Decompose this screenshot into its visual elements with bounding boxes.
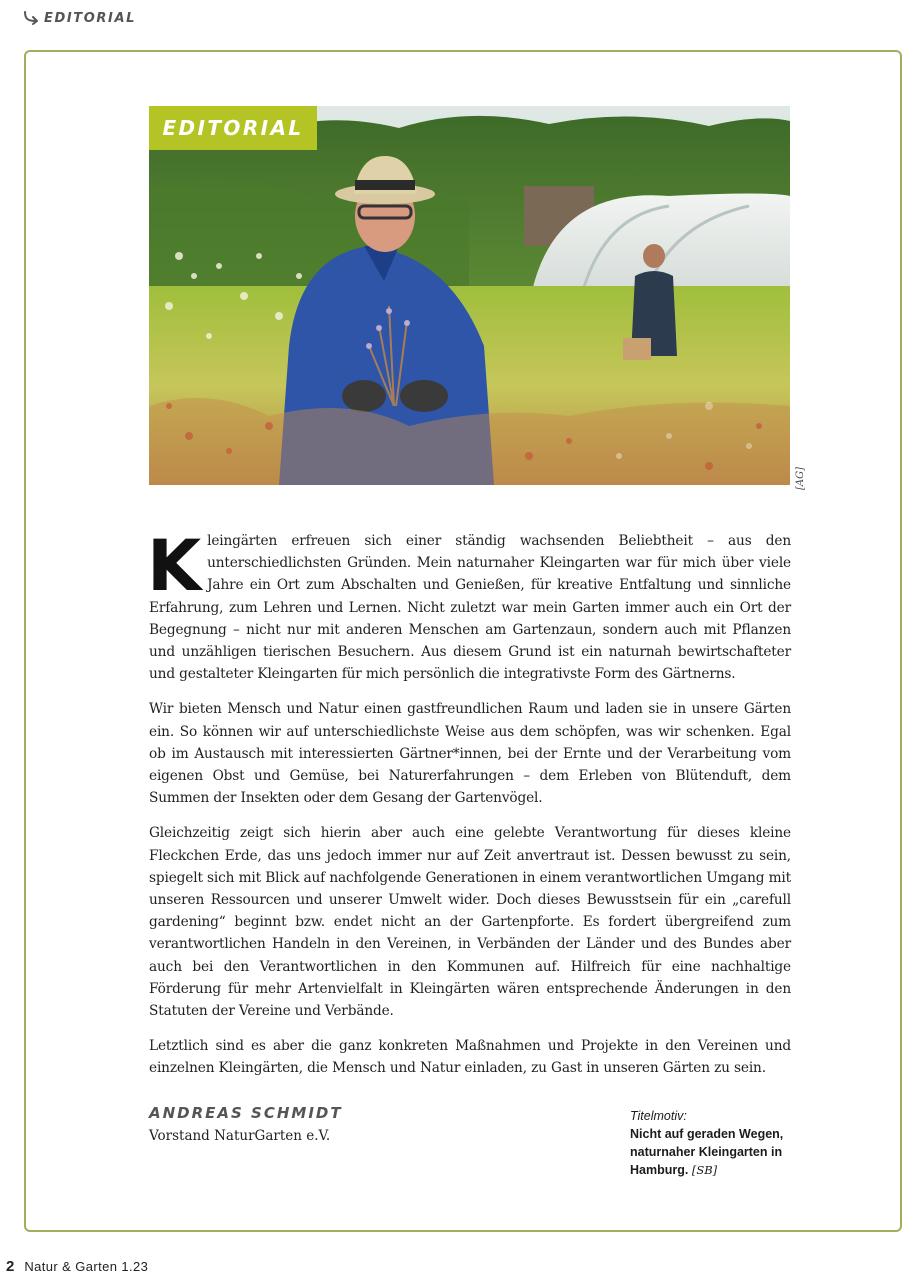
editorial-ribbon: EDITORIAL — [149, 106, 317, 150]
page-number: 2 — [6, 1258, 15, 1275]
article-body — [147, 525, 791, 1093]
author-role: Vorstand NaturGarten e.V. — [149, 1128, 331, 1144]
caption-credit: [SB] — [691, 1163, 718, 1177]
author-name: ANDREAS SCHMIDT — [149, 1104, 343, 1122]
caption-text: Nicht auf geraden Wegen, naturnaher Kleingarten in Hamburg. — [630, 1127, 784, 1177]
paragraph-1-text: leingärten erfreuen sich einer ständig wachsenden Beliebtheit – aus den unterschiedlichsten Gründen. Mein naturnaher Kleingarten war für mich über viele Jahre ein Ort zum Abschalten und Genießen, für kreative Entfaltung und sinnliche Erfahrung, zum Lehren und Lernen. Nicht zuletzt war mein Garten immer auch ein Ort der Begegnung – nicht nur mit anderen Menschen am Gartenzaun, sondern auch mit Pflanzen und unzähligen tierischen Besuchern. Aus diesem Grund ist ein naturnah bewirtschafteter und gestalteter Kleingarten für mich persönlich die integrativste Form des Gärtnerns. — [149, 533, 791, 683]
running-head — [22, 10, 136, 26]
running-head-label: EDITORIAL — [44, 10, 137, 26]
issue-label: Natur & Garten 1.23 — [24, 1259, 149, 1274]
page-footer — [6, 1258, 148, 1275]
photo-credit — [795, 466, 818, 501]
paragraph-1 — [147, 525, 791, 685]
photo-credit-text: [AG] — [795, 466, 806, 490]
arrow-icon — [22, 10, 40, 26]
editorial-photo — [149, 106, 790, 485]
paragraph-2: Wir bieten Mensch und Natur einen gastfreundlichen Raum und laden sie in unsere Gärten ein. So können wir auf unterschiedlichste Weise aus dem schöpfen, was wir schenken. Egal ob im Austausch mit interessierten Gärtner*innen, bei der Ernte und der Verarbeitung vom eigenen Obst und Gemüse, bei Naturerfahrungen – dem Erleben von Blütenduft, dem Summen der Insekten oder dem Gesang der Gartenvögel. — [149, 701, 791, 807]
drop-cap: K — [147, 525, 202, 607]
paragraph-3: Gleichzeitig zeigt sich hierin aber auch eine gelebte Verantwortung für dieses kleine Fleckchen Erde, das uns jedoch immer nur auf Zeit anvertraut ist. Dessen bewusst zu sein, spiegelt sich mit Blick auf nachfolgende Generationen in einem verantwortlichen Umgang mit unseren Ressourcen und unserer Umwelt wider. Doch dieses Bewusstsein für ein „carefull gardening“ beginnt bzw. endet nicht an der Gartenpforte. Es fordert übergreifend zum verantwortlichen Handeln in den Vereinen, in Verbänden der Länder und des Bundes aber auch bei den Verantwortlichen in den Kommunen auf. Hilfreich für eine nachhaltige Förderung für mehr Artenvielfalt in Kleingärten wären entsprechende Änderungen in den Statuten der Vereine und Verbände. — [149, 825, 791, 1020]
cover-caption — [630, 1107, 800, 1179]
caption-label: Titelmotiv: — [630, 1109, 687, 1123]
paragraph-4: Letztlich sind es aber die ganz konkreten Maßnahmen und Projekte in den Vereinen und einzelnen Kleingärten, die Mensch und Natur einladen, zu Gast in unseren Gärten zu sein. — [149, 1038, 791, 1077]
